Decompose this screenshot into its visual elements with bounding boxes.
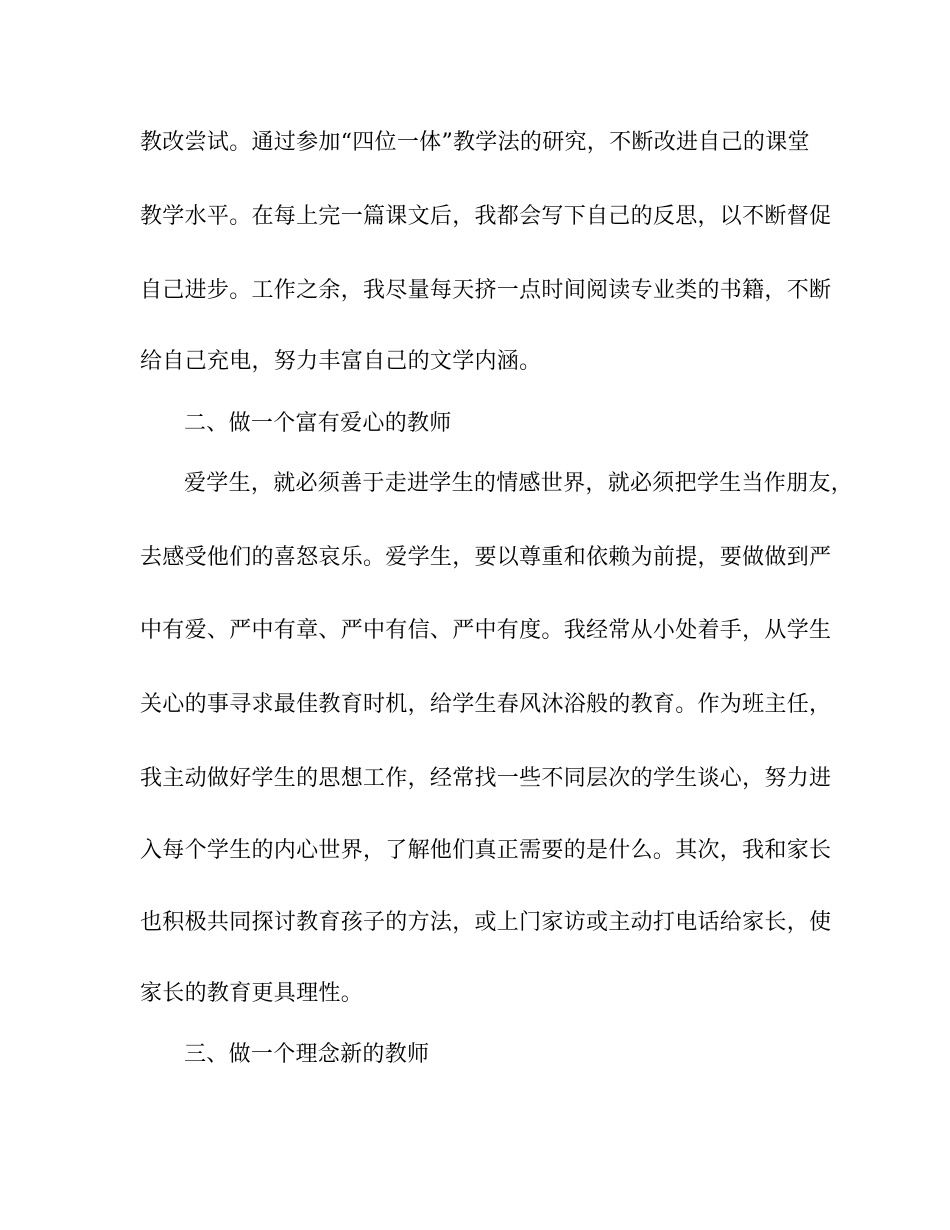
paragraph-line: 去感受他们的喜怒哀乐。爱学生，要以尊重和依赖为前提，要做做到严 [140,545,832,570]
paragraph-line: 给自己充电，努力丰富自己的文学内涵。 [140,349,542,374]
paragraph-line: 爱学生，就必须善于走进学生的情感世界，就必须把学生当作朋友， [184,471,854,496]
paragraph-line: 自己进步。工作之余，我尽量每天挤一点时间阅读专业类的书籍，不断 [140,278,832,303]
paragraph-line: 教改尝试。通过参加“四位一体”教学法的研究，不断改进自己的课堂 [140,130,810,155]
paragraph-line: 教学水平。在每上完一篇课文后，我都会写下自己的反思，以不断督促 [140,204,832,229]
paragraph-line: 关心的事寻求最佳教育时机，给学生春风沐浴般的教育。作为班主任， [140,692,832,717]
section-heading: 二、做一个富有爱心的教师 [184,411,452,436]
paragraph-line: 我主动做好学生的思想工作，经常找一些不同层次的学生谈心，努力进 [140,766,832,791]
section-heading: 三、做一个理念新的教师 [184,1042,430,1067]
paragraph-line: 家长的教育更具理性。 [140,981,364,1006]
paragraph-line: 也积极共同探讨教育孩子的方法，或上门家访或主动打电话给家长，使 [140,910,832,935]
paragraph-line: 入每个学生的内心世界，了解他们真正需要的是什么。其次，我和家长 [140,838,832,863]
paragraph-line: 中有爱、严中有章、严中有信、严中有度。我经常从小处着手，从学生 [140,618,832,643]
